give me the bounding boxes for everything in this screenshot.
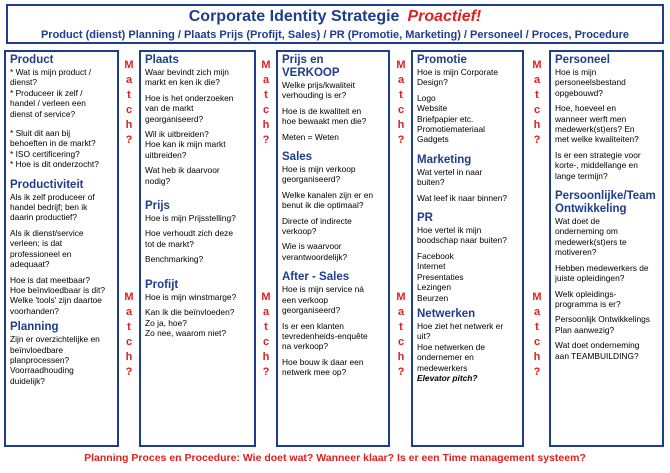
text-line: * ISO certificering? [10,148,80,159]
text-line: Hoe is mijn service ná [282,284,364,295]
text-line: Plan aanwezig? [555,324,615,335]
text-line: Wil ik uitbreiden? [145,129,209,140]
text-line: tevredenheids-enquête [282,330,368,341]
section-title-netwerken: Netwerken [417,307,476,320]
text-line: Welke 'tools' zijn daartoe [10,295,102,306]
match-label: M a t c h ? [261,59,271,146]
text-line: georganiseerd? [282,174,341,185]
text-line: Hoe verhoudt zich deze [145,228,233,239]
text-line: personeelsbestand [555,77,626,88]
text-line: Briefpapier etc. [417,113,474,124]
section-title-prijs: Prijs [145,200,170,213]
text-line: planprocessen? [10,354,70,365]
text-line: medewerk(st)ers te [555,236,627,247]
text-line: uit? [417,331,431,342]
text-line: programma is er? [555,298,621,309]
header-subtitle: Product (dienst) Planning / Plaats Prijs (Profijt, Sales) / PR (Promotie, Marketing) / Personeel / Proces, Procedure [40,29,630,41]
text-line: juiste opleidingen? [555,273,625,284]
text-line: Hoe bouw ik daar een [282,356,364,367]
text-line: dienst? [10,77,38,88]
text-line: tot de markt? [145,238,194,249]
text-line: Website [417,103,448,114]
section-title-planning: Planning [10,321,59,334]
text-line: aan TEAMBUILDING? [555,350,639,361]
text-line: Waar bevindt zich mijn [145,67,229,77]
text-line: voorhanden? [10,305,59,316]
match-label: M a t c h ? [532,291,542,378]
text-line: georganiseerd? [145,113,204,124]
text-line: Internet [417,261,446,272]
text-line: Hoe kan ik mijn markt [145,139,226,150]
section-title-after-sales: After - Sales [282,271,350,284]
text-line: van de markt [145,103,194,114]
text-line: Presentaties [417,271,464,282]
text-line: markt en ken ik die? [145,77,220,88]
text-line: verantwoordelijk? [282,251,348,262]
header-box [6,4,664,44]
text-line: Hoe is mijn [555,67,597,77]
text-line: * Hoe is dit onderzocht? [10,159,99,170]
text-line: Als ik dienst/service [10,227,84,238]
text-line: Hoe is mijn winstmarge? [145,291,237,302]
text-line: handel bedrijf; ben ik [10,202,88,213]
text-line: Design? [417,77,448,88]
text-line: Hoe beïnvloedbaar is dit? [10,284,105,295]
text-line: Welke kanalen zijn er en [282,189,374,200]
text-line: Lezingen [417,282,451,293]
text-line: Wat vertel in naar [417,166,483,177]
text-line: Benchmarking? [145,254,204,265]
section-title-ontwikkeling: Persoonlijke/Team Ontwikkeling [555,190,656,216]
text-line: nodig? [145,175,171,186]
text-line: Zo ja, hoe? [145,317,187,328]
text-line: dienst of service? [10,108,76,119]
text-line: Hoe is het onderzoeken [145,92,234,103]
match-label: M a t c h ? [396,291,406,378]
text-line: Wat leef ik naar binnen? [417,192,508,203]
text-line: verleen; is dat [10,238,63,249]
text-line: * Sluit dit aan bij [10,128,71,139]
text-line: Directe of indirecte [282,215,352,226]
text-line: benut ik die optimaal? [282,200,364,211]
text-line: Logo [417,92,436,103]
text-line: Zijn er overzichtelijke en [10,334,100,345]
column-plaats-prijs [139,50,256,447]
match-label: M a t c h ? [124,291,134,378]
column-product [4,50,119,447]
text-line: Persoonlijk Ontwikkelings [555,314,650,325]
text-line: opgebouwd? [555,87,603,98]
text-line: Hoe is dat meetbaar? [10,274,91,285]
text-line: korte-, middellange en [555,160,638,171]
section-title-personeel: Personeel [555,54,610,66]
section-title-productiviteit: Productiviteit [10,178,84,191]
text-line: verkoop? [282,226,317,237]
page-title: Corporate Identity Strategie [188,8,400,25]
text-line: Promotiemateriaal [417,124,485,135]
text-line: Wie is waarvoor [282,241,342,252]
section-title-sales: Sales [282,151,313,164]
text-line: lange termijn? [555,170,608,181]
section-title-pr: PR [417,212,433,225]
text-line: Is er een strategie voor [555,149,641,160]
match-label: M a t c h ? [124,59,134,146]
text-line: Hoe vertel ik mijn [417,225,482,236]
text-line: handel / verleen een [10,98,86,109]
text-line: netwerk mee op? [282,367,347,378]
text-line: Hoe is de kwaliteit en [282,105,362,116]
match-label: M a t c h ? [532,59,542,146]
section-title-product: Product [10,54,54,66]
text-line: medewerk(st)ers? En [555,124,635,135]
text-line: ondernemer en [417,352,474,363]
column-personeel [549,50,664,447]
column-prijs-verkoop [276,50,390,447]
text-line: * Wat is mijn product / [10,67,92,77]
text-line: Meten = Weten [282,131,339,142]
text-line: professioneel en [10,248,72,259]
text-line: daarin productief? [10,212,78,223]
text-line: motiveren? [555,247,597,258]
text-line: Gadgets [417,134,449,145]
match-label: M a t c h ? [261,291,271,378]
text-line: Beurzen [417,292,449,303]
text-line: wanneer werft men [555,113,627,124]
text-line: beïnvloedbare [10,344,64,355]
text-line: Hoe netwerken de [417,341,485,352]
text-line: Wat doet de [555,216,600,227]
section-title-marketing: Marketing [417,153,472,166]
text-line: Hebben medewerkers de [555,262,649,273]
text-line: Hoe is mijn verkoop [282,164,356,175]
section-title-plaats: Plaats [145,54,179,66]
column-promotie [411,50,524,447]
text-line: duidelijk? [10,375,45,386]
text-line: buiten? [417,177,445,188]
text-line: Hoe is mijn Corporate [417,67,498,77]
elevator-pitch-text: Elevator pitch? [417,372,478,383]
footer-text: Planning Proces en Procedure: Wie doet wat? Wanneer klaar? Is er een Time management systeem? [84,452,586,464]
text-line: onderneming om [555,226,618,237]
text-line: Als ik zelf produceer of [10,191,95,202]
text-line: Hoe, hoeveel en [555,103,616,114]
text-line: na verkoop? [282,341,329,352]
text-line: Voorraadhouding [10,365,74,376]
text-line: een verkoop [282,294,329,305]
text-line: Hoe is mijn Prijsstelling? [145,213,236,224]
text-line: medewerkers [417,362,468,373]
text-line: met welke kwaliteiten? [555,134,639,145]
text-line: georganiseerd? [282,305,341,316]
title-line [8,8,662,26]
text-line: Welk opleidings- [555,288,617,299]
text-line: Wat heb ik daarvoor [145,165,220,176]
text-line: Kan ik die beïnvloeden? [145,307,235,318]
section-title-prijs-verkoop: Prijs en VERKOOP [282,54,340,79]
match-label: M a t c h ? [396,59,406,146]
section-title-promotie: Promotie [417,54,467,66]
text-line: Zo nee, waarom niet? [145,327,227,338]
text-line: * Produceer ik zelf / [10,87,83,98]
text-line: uitbreiden? [145,149,187,160]
text-line: Welke prijs/kwaliteit [282,80,355,90]
text-line: verhouding is er? [282,90,347,101]
text-line: boodschap naar buiten? [417,235,507,246]
text-line: adequaat? [10,259,50,270]
text-line: Facebook [417,250,454,261]
text-line: Hoe ziet het netwerk er [417,320,504,331]
title-accent: Proactief! [407,8,482,25]
text-line: behoeften in de markt? [10,138,96,149]
text-line: Wat doet onderneming [555,340,640,351]
text-line: hoe bewaakt men die? [282,116,367,127]
section-title-profijt: Profijt [145,278,179,291]
text-line: Is er een klanten [282,320,344,331]
